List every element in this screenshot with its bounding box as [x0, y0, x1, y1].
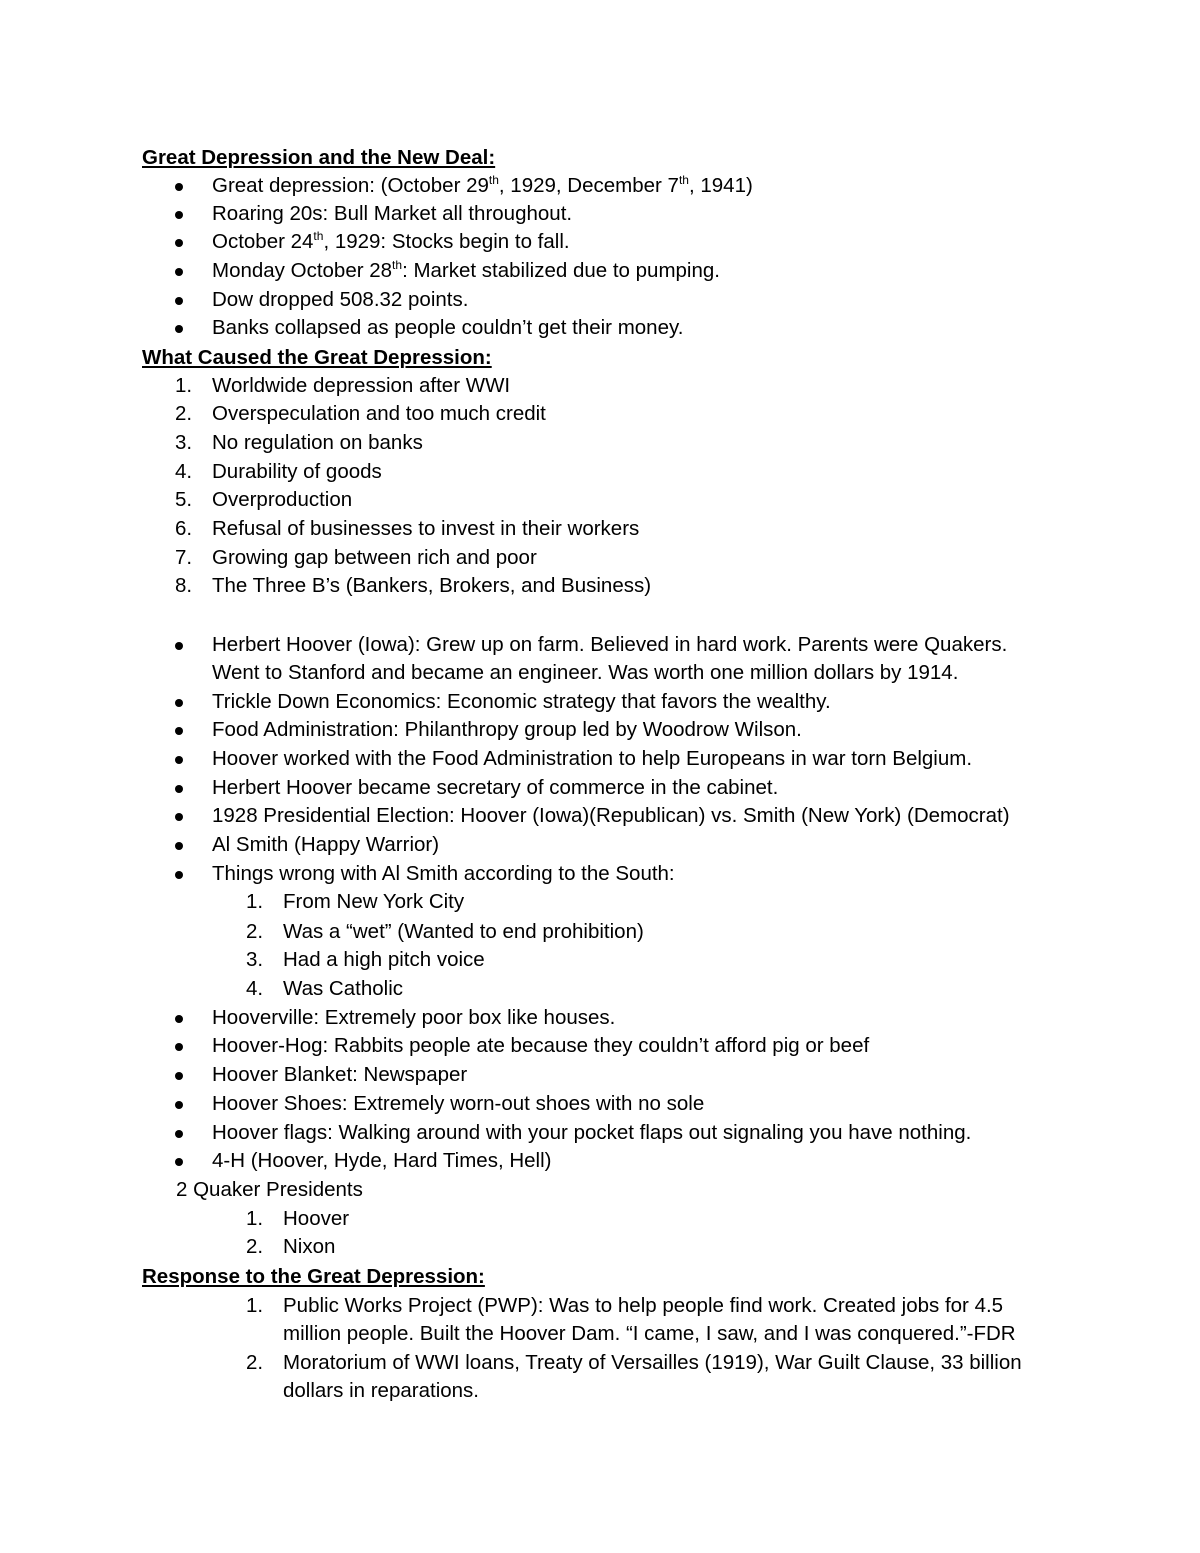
bullet-icon [175, 1072, 183, 1080]
bullet-icon [175, 642, 183, 650]
bullet-icon [175, 1158, 183, 1166]
bullet-icon [175, 871, 183, 879]
bullet-icon [175, 1043, 183, 1051]
bullet-icon [175, 1130, 183, 1138]
bullet-icon [175, 727, 183, 735]
bullet-icon [175, 756, 183, 764]
bullet-icon [175, 699, 183, 707]
bullet-icon [175, 183, 183, 191]
bullet-icon [175, 297, 183, 305]
bullet-icon [175, 785, 183, 793]
bullet-icon [175, 842, 183, 850]
bullet-icon [175, 1101, 183, 1109]
bullet-icon [175, 1015, 183, 1023]
bullet-icon [175, 813, 183, 821]
bullet-icon [175, 268, 183, 276]
bullet-icon [175, 325, 183, 333]
bullet-icon [175, 239, 183, 247]
bullet-icon [175, 211, 183, 219]
document-page: Great Depression and the New Deal: Great depression: (October 29th, 1929, December 7th, 1941) Roaring 20s: Bull Market all throughout. October 24th, 1929: Stocks begin to fall. Monday October 28th: Market stabilized due to pumping. Dow dropped 508.32 points. Banks collapsed as people couldn’t get their money. What Caused the Great Depression: 1. Worldwide depression after WWI 2. Overspeculation and too much credit 3. No regulation on banks 4. Durability of goods 5. Overproduction 6. Refusal of businesses to invest in their workers 7. Growing gap between rich and poor 8. The Three B’s (Bankers, Brokers, and Business) Herbert Hoover (Iowa): Grew up on farm. Believed in hard work. Parents were Quakers. Went to Stanford and became an engineer. Was worth one million dollars by 1914. Trickle Down Economics: Economic strategy that favors the wealthy. Food Administration: Philanthropy group led by Woodrow Wilson. Hoover worked with the Food Administration to help Europeans in war torn Belgium. Herbert Hoover became secretary of commerce in the cabinet. 1928 Presidential Election: Hoover (Iowa)(Republican) vs. Smith (New York) (Democrat) Al Smith (Happy Warrior) Things wrong with Al Smith according to the South: 1. From New York City 2. Was a “wet” (Wanted to end prohibition) 3. Had a high pitch voice 4. Was Catholic Hooverville: Extremely poor box like houses. Hoover-Hog: Rabbits people ate because they couldn’t afford pig or beef Hoover Blanket: Newspaper Hoover Shoes: Extremely worn-out shoes with no sole Hoover flags: Walking around with your pocket flaps out signaling you have nothing. 4-H (Hoover, Hyde, Hard Times, Hell) 2 Quaker Presidents 1. Hoover 2. Nixon Response to the Great Depression: 1. Public Works Project (PWP): Was to help people find work. Created jobs for 4.5 million people. Built the Hoover Dam. “I came, I saw, and I was conquered.”-FDR 2. Moratorium of WWI loans, Treaty of Versailles (1919), War Guilt Clause, 33 billion dollars in reparations. [142, 146, 1022, 1402]
